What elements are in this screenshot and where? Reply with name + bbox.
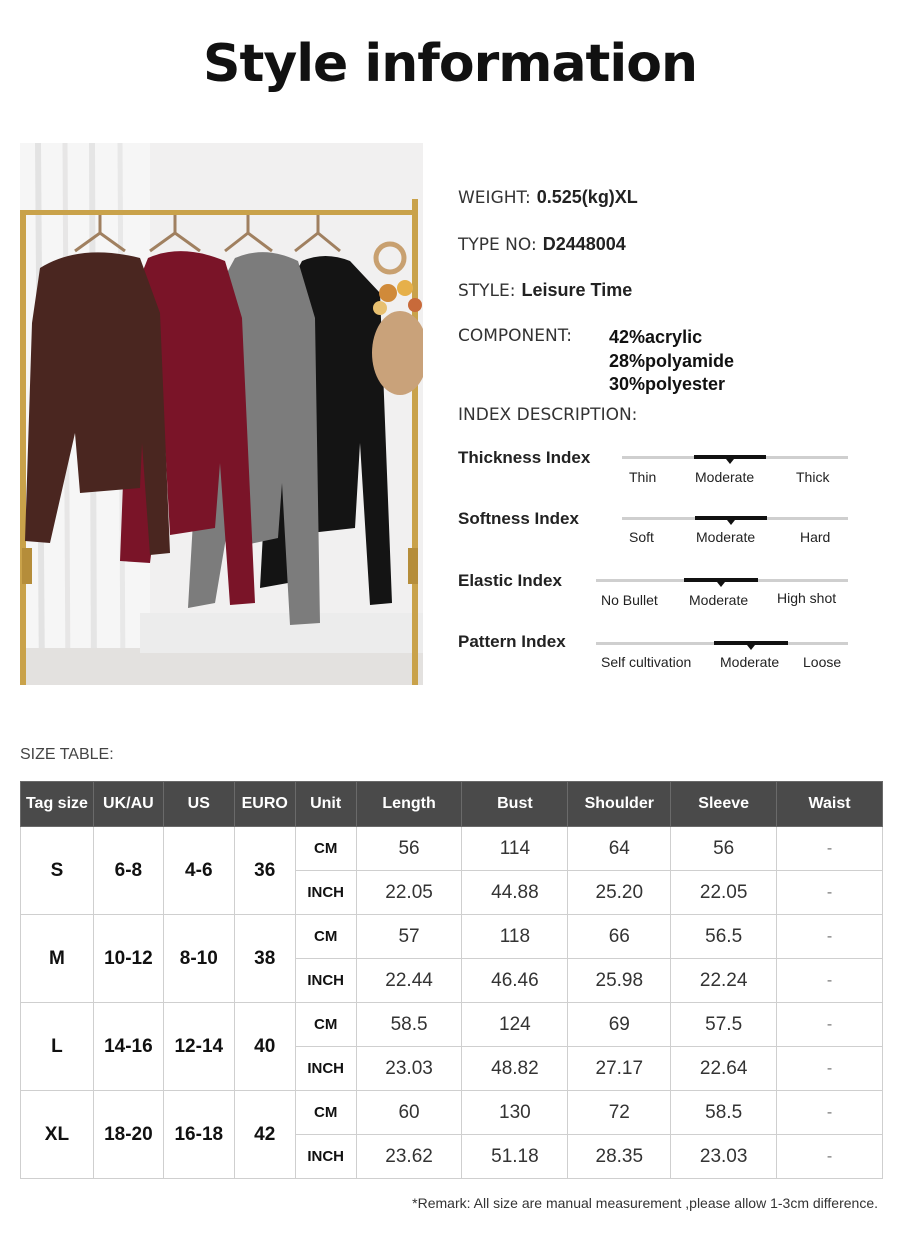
ukau-cell: 18-20 xyxy=(93,1091,163,1179)
waist-cell: - xyxy=(777,827,883,871)
euro-cell: 42 xyxy=(234,1091,295,1179)
style-value: Leisure Time xyxy=(521,280,633,300)
pattern-option: Self cultivation xyxy=(601,654,692,670)
marker-triangle-icon xyxy=(727,520,735,525)
us-cell: 4-6 xyxy=(163,827,234,915)
marker-triangle-icon xyxy=(747,645,755,650)
bust-cell: 118 xyxy=(462,915,568,959)
style-row xyxy=(458,280,632,301)
sleeve-cell: 22.24 xyxy=(671,959,777,1003)
elastic-index-title: Elastic Index xyxy=(458,571,562,590)
unit-cell: INCH xyxy=(295,959,356,1003)
product-photo xyxy=(20,143,423,685)
tag-size-cell: M xyxy=(21,915,94,1003)
marker-triangle-icon xyxy=(717,582,725,587)
bust-cell: 46.46 xyxy=(462,959,568,1003)
column-header: Sleeve xyxy=(671,782,777,827)
softness-option: Moderate xyxy=(696,529,756,545)
waist-cell: - xyxy=(777,1003,883,1047)
euro-cell: 38 xyxy=(234,915,295,1003)
unit-cell: CM xyxy=(295,827,356,871)
unit-cell: CM xyxy=(295,1003,356,1047)
waist-cell: - xyxy=(777,915,883,959)
length-cell: 23.62 xyxy=(356,1135,462,1179)
page-title: Style information xyxy=(203,34,697,94)
component-item: 28%polyamide xyxy=(609,350,735,371)
unit-cell: CM xyxy=(295,915,356,959)
column-header: UK/AU xyxy=(93,782,163,827)
unit-cell: INCH xyxy=(295,871,356,915)
euro-cell: 36 xyxy=(234,827,295,915)
column-header: Shoulder xyxy=(568,782,671,827)
column-header: Unit xyxy=(295,782,356,827)
elastic-option: No Bullet xyxy=(601,592,658,608)
type-value: D2448004 xyxy=(542,234,626,254)
length-cell: 23.03 xyxy=(356,1047,462,1091)
length-cell: 57 xyxy=(356,915,462,959)
component-item: 42%acrylic xyxy=(609,327,703,347)
component-label: COMPONENT: xyxy=(458,326,572,346)
softness-index-title: Softness Index xyxy=(458,509,579,528)
weight-label: WEIGHT: xyxy=(458,188,531,208)
length-cell: 22.05 xyxy=(356,871,462,915)
sleeve-cell: 23.03 xyxy=(671,1135,777,1179)
column-header: EURO xyxy=(234,782,295,827)
ukau-cell: 14-16 xyxy=(93,1003,163,1091)
table-row xyxy=(21,915,883,959)
shoulder-cell: 64 xyxy=(568,827,671,871)
sleeve-cell: 56.5 xyxy=(671,915,777,959)
elastic-option: High shot xyxy=(777,590,837,606)
column-header: Bust xyxy=(462,782,568,827)
ukau-cell: 10-12 xyxy=(93,915,163,1003)
type-label: TYPE NO: xyxy=(458,235,537,255)
shoulder-cell: 28.35 xyxy=(568,1135,671,1179)
type-row xyxy=(458,234,626,255)
thickness-option: Moderate xyxy=(695,469,755,485)
us-cell: 8-10 xyxy=(163,915,234,1003)
unit-cell: INCH xyxy=(295,1135,356,1179)
us-cell: 16-18 xyxy=(163,1091,234,1179)
waist-cell: - xyxy=(777,1047,883,1091)
elastic-option: Moderate xyxy=(689,592,749,608)
shoulder-cell: 25.20 xyxy=(568,871,671,915)
shoulder-cell: 25.98 xyxy=(568,959,671,1003)
bust-cell: 51.18 xyxy=(462,1135,568,1179)
remark-note: *Remark: All size are manual measurement ,please allow 1-3cm difference. xyxy=(412,1195,878,1211)
column-header: Waist xyxy=(777,782,883,827)
shoulder-cell: 27.17 xyxy=(568,1047,671,1091)
tag-size-cell: L xyxy=(21,1003,94,1091)
style-label: STYLE: xyxy=(458,281,516,301)
euro-cell: 40 xyxy=(234,1003,295,1091)
sleeve-cell: 56 xyxy=(671,827,777,871)
softness-option: Hard xyxy=(800,529,831,545)
table-header-row xyxy=(21,782,883,827)
index-description-label: INDEX DESCRIPTION: xyxy=(458,405,638,425)
length-cell: 22.44 xyxy=(356,959,462,1003)
bust-cell: 44.88 xyxy=(462,871,568,915)
component-item: 30%polyester xyxy=(609,374,726,394)
column-header: Tag size xyxy=(21,782,94,827)
waist-cell: - xyxy=(777,1135,883,1179)
unit-cell: CM xyxy=(295,1091,356,1135)
table-row xyxy=(21,1091,883,1135)
column-header: Length xyxy=(356,782,462,827)
thickness-index-title: Thickness Index xyxy=(458,448,591,467)
softness-option: Soft xyxy=(629,529,654,545)
table-row xyxy=(21,1003,883,1047)
column-header: US xyxy=(163,782,234,827)
thickness-option: Thin xyxy=(629,469,657,485)
component-list xyxy=(609,326,734,397)
thickness-option: Thick xyxy=(796,469,830,485)
component-row xyxy=(458,326,572,346)
shoulder-cell: 66 xyxy=(568,915,671,959)
waist-cell: - xyxy=(777,871,883,915)
sleeve-cell: 22.05 xyxy=(671,871,777,915)
pattern-index-title: Pattern Index xyxy=(458,632,566,651)
size-table-label: SIZE TABLE: xyxy=(20,746,114,763)
bust-cell: 130 xyxy=(462,1091,568,1135)
table-row xyxy=(21,827,883,871)
length-cell: 58.5 xyxy=(356,1003,462,1047)
pattern-option: Moderate xyxy=(720,654,780,670)
weight-row xyxy=(458,187,638,208)
tag-size-cell: XL xyxy=(21,1091,94,1179)
waist-cell: - xyxy=(777,1091,883,1135)
length-cell: 56 xyxy=(356,827,462,871)
marker-triangle-icon xyxy=(726,459,734,464)
bust-cell: 48.82 xyxy=(462,1047,568,1091)
us-cell: 12-14 xyxy=(163,1003,234,1091)
weight-value: 0.525(kg)XL xyxy=(536,187,638,207)
pattern-option: Loose xyxy=(803,654,842,670)
sleeve-cell: 58.5 xyxy=(671,1091,777,1135)
shoulder-cell: 69 xyxy=(568,1003,671,1047)
bust-cell: 114 xyxy=(462,827,568,871)
waist-cell: - xyxy=(777,959,883,1003)
sleeve-cell: 22.64 xyxy=(671,1047,777,1091)
unit-cell: INCH xyxy=(295,1047,356,1091)
sleeve-cell: 57.5 xyxy=(671,1003,777,1047)
size-table xyxy=(20,781,883,1179)
ukau-cell: 6-8 xyxy=(93,827,163,915)
length-cell: 60 xyxy=(356,1091,462,1135)
shoulder-cell: 72 xyxy=(568,1091,671,1135)
tag-size-cell: S xyxy=(21,827,94,915)
bust-cell: 124 xyxy=(462,1003,568,1047)
